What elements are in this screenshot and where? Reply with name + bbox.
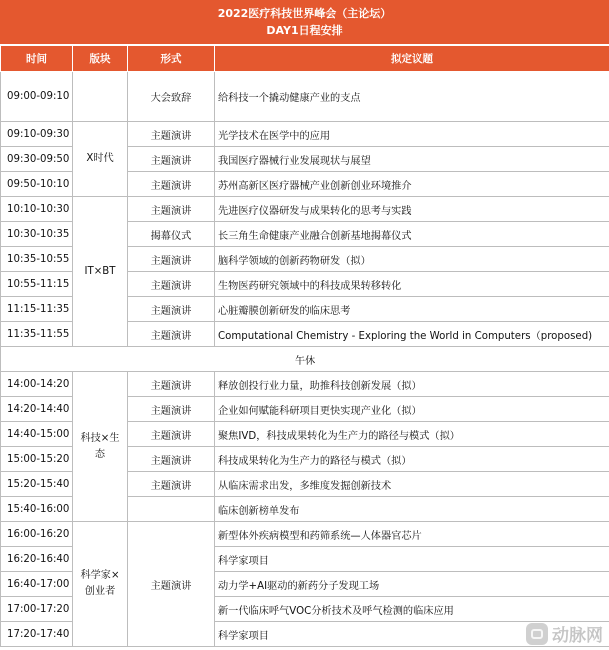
time-cell: 10:35-10:55 bbox=[1, 247, 73, 272]
time-cell: 17:00-17:20 bbox=[1, 597, 73, 622]
topic-cell: Computational Chemistry - Exploring the World in Computers（proposed) bbox=[215, 322, 609, 347]
table-row bbox=[1, 122, 609, 147]
column-header-block: 版块 bbox=[73, 46, 128, 72]
time-cell: 10:10-10:30 bbox=[1, 197, 73, 222]
form-cell: 主题演讲 bbox=[128, 272, 215, 297]
topic-cell: 新型体外疾病模型和药筛系统—人体器官芯片 bbox=[215, 522, 609, 547]
time-cell: 09:10-09:30 bbox=[1, 122, 73, 147]
form-cell: 主题演讲 bbox=[128, 522, 215, 647]
form-cell: 主题演讲 bbox=[128, 422, 215, 447]
time-cell: 09:30-09:50 bbox=[1, 147, 73, 172]
table-row bbox=[1, 197, 609, 222]
block-cell: IT×BT bbox=[73, 197, 128, 347]
table-row bbox=[1, 522, 609, 547]
topic-cell: 新一代临床呼气VOC分析技术及呼气检测的临床应用 bbox=[215, 597, 609, 622]
lunch-break-label: 午休 bbox=[1, 347, 609, 372]
topic-cell: 心脏瓣膜创新研发的临床思考 bbox=[215, 297, 609, 322]
table-row bbox=[1, 372, 609, 397]
watermark-text: 动脉网 bbox=[552, 626, 603, 646]
column-header-topic: 拟定议题 bbox=[215, 46, 609, 72]
topic-cell: 生物医药研究领域中的科技成果转移转化 bbox=[215, 272, 609, 297]
time-cell: 09:00-09:10 bbox=[1, 72, 73, 122]
topic-cell: 科学家项目 bbox=[215, 622, 609, 647]
time-cell: 17:20-17:40 bbox=[1, 622, 73, 647]
form-cell bbox=[128, 497, 215, 522]
form-cell: 大会致辞 bbox=[128, 72, 215, 122]
time-cell: 16:20-16:40 bbox=[1, 547, 73, 572]
topic-cell: 光学技术在医学中的应用 bbox=[215, 122, 609, 147]
time-cell: 15:20-15:40 bbox=[1, 472, 73, 497]
topic-cell: 长三角生命健康产业融合创新基地揭幕仪式 bbox=[215, 222, 609, 247]
form-cell: 主题演讲 bbox=[128, 472, 215, 497]
block-cell bbox=[73, 72, 128, 122]
form-cell: 主题演讲 bbox=[128, 297, 215, 322]
topic-cell: 给科技一个撬动健康产业的支点 bbox=[215, 72, 609, 122]
block-cell: 科学家×创业者 bbox=[73, 522, 128, 647]
column-header-form: 形式 bbox=[128, 46, 215, 72]
time-cell: 14:20-14:40 bbox=[1, 397, 73, 422]
time-cell: 09:50-10:10 bbox=[1, 172, 73, 197]
lunch-break-row bbox=[1, 347, 609, 372]
form-cell: 主题演讲 bbox=[128, 122, 215, 147]
table-header-row bbox=[1, 46, 609, 72]
time-cell: 15:00-15:20 bbox=[1, 447, 73, 472]
time-cell: 14:40-15:00 bbox=[1, 422, 73, 447]
topic-cell: 释放创投行业力量，助推科技创新发展（拟） bbox=[215, 372, 609, 397]
topic-cell: 科技成果转化为生产力的路径与模式（拟） bbox=[215, 447, 609, 472]
topic-cell: 我国医疗器械行业发展现状与展望 bbox=[215, 147, 609, 172]
time-cell: 11:35-11:55 bbox=[1, 322, 73, 347]
table-row bbox=[1, 72, 609, 122]
time-cell: 10:55-11:15 bbox=[1, 272, 73, 297]
time-cell: 14:00-14:20 bbox=[1, 372, 73, 397]
schedule-subtitle: DAY1日程安排 bbox=[266, 24, 343, 37]
block-cell: X时代 bbox=[73, 122, 128, 197]
form-cell: 主题演讲 bbox=[128, 447, 215, 472]
column-header-time: 时间 bbox=[1, 46, 73, 72]
schedule-title: 2022医疗科技世界峰会（主论坛） bbox=[217, 7, 392, 20]
topic-cell: 先进医疗仪器研发与成果转化的思考与实践 bbox=[215, 197, 609, 222]
schedule-table bbox=[0, 45, 609, 647]
topic-cell: 聚焦IVD，科技成果转化为生产力的路径与模式（拟） bbox=[215, 422, 609, 447]
block-cell: 科技×生态 bbox=[73, 372, 128, 522]
form-cell: 主题演讲 bbox=[128, 397, 215, 422]
time-cell: 10:30-10:35 bbox=[1, 222, 73, 247]
topic-cell: 脑科学领域的创新药物研发（拟） bbox=[215, 247, 609, 272]
time-cell: 16:00-16:20 bbox=[1, 522, 73, 547]
form-cell: 主题演讲 bbox=[128, 322, 215, 347]
topic-cell: 临床创新榜单发布 bbox=[215, 497, 609, 522]
form-cell: 主题演讲 bbox=[128, 147, 215, 172]
topic-cell: 企业如何赋能科研项目更快实现产业化（拟） bbox=[215, 397, 609, 422]
topic-cell: 动力学+AI驱动的新药分子发现工场 bbox=[215, 572, 609, 597]
topic-cell: 苏州高新区医疗器械产业创新创业环境推介 bbox=[215, 172, 609, 197]
form-cell: 主题演讲 bbox=[128, 172, 215, 197]
time-cell: 11:15-11:35 bbox=[1, 297, 73, 322]
form-cell: 揭幕仪式 bbox=[128, 222, 215, 247]
topic-cell: 科学家项目 bbox=[215, 547, 609, 572]
time-cell: 16:40-17:00 bbox=[1, 572, 73, 597]
topic-cell: 从临床需求出发，多维度发掘创新技术 bbox=[215, 472, 609, 497]
form-cell: 主题演讲 bbox=[128, 247, 215, 272]
schedule-title-banner bbox=[0, 0, 609, 44]
form-cell: 主题演讲 bbox=[128, 197, 215, 222]
form-cell: 主题演讲 bbox=[128, 372, 215, 397]
time-cell: 15:40-16:00 bbox=[1, 497, 73, 522]
